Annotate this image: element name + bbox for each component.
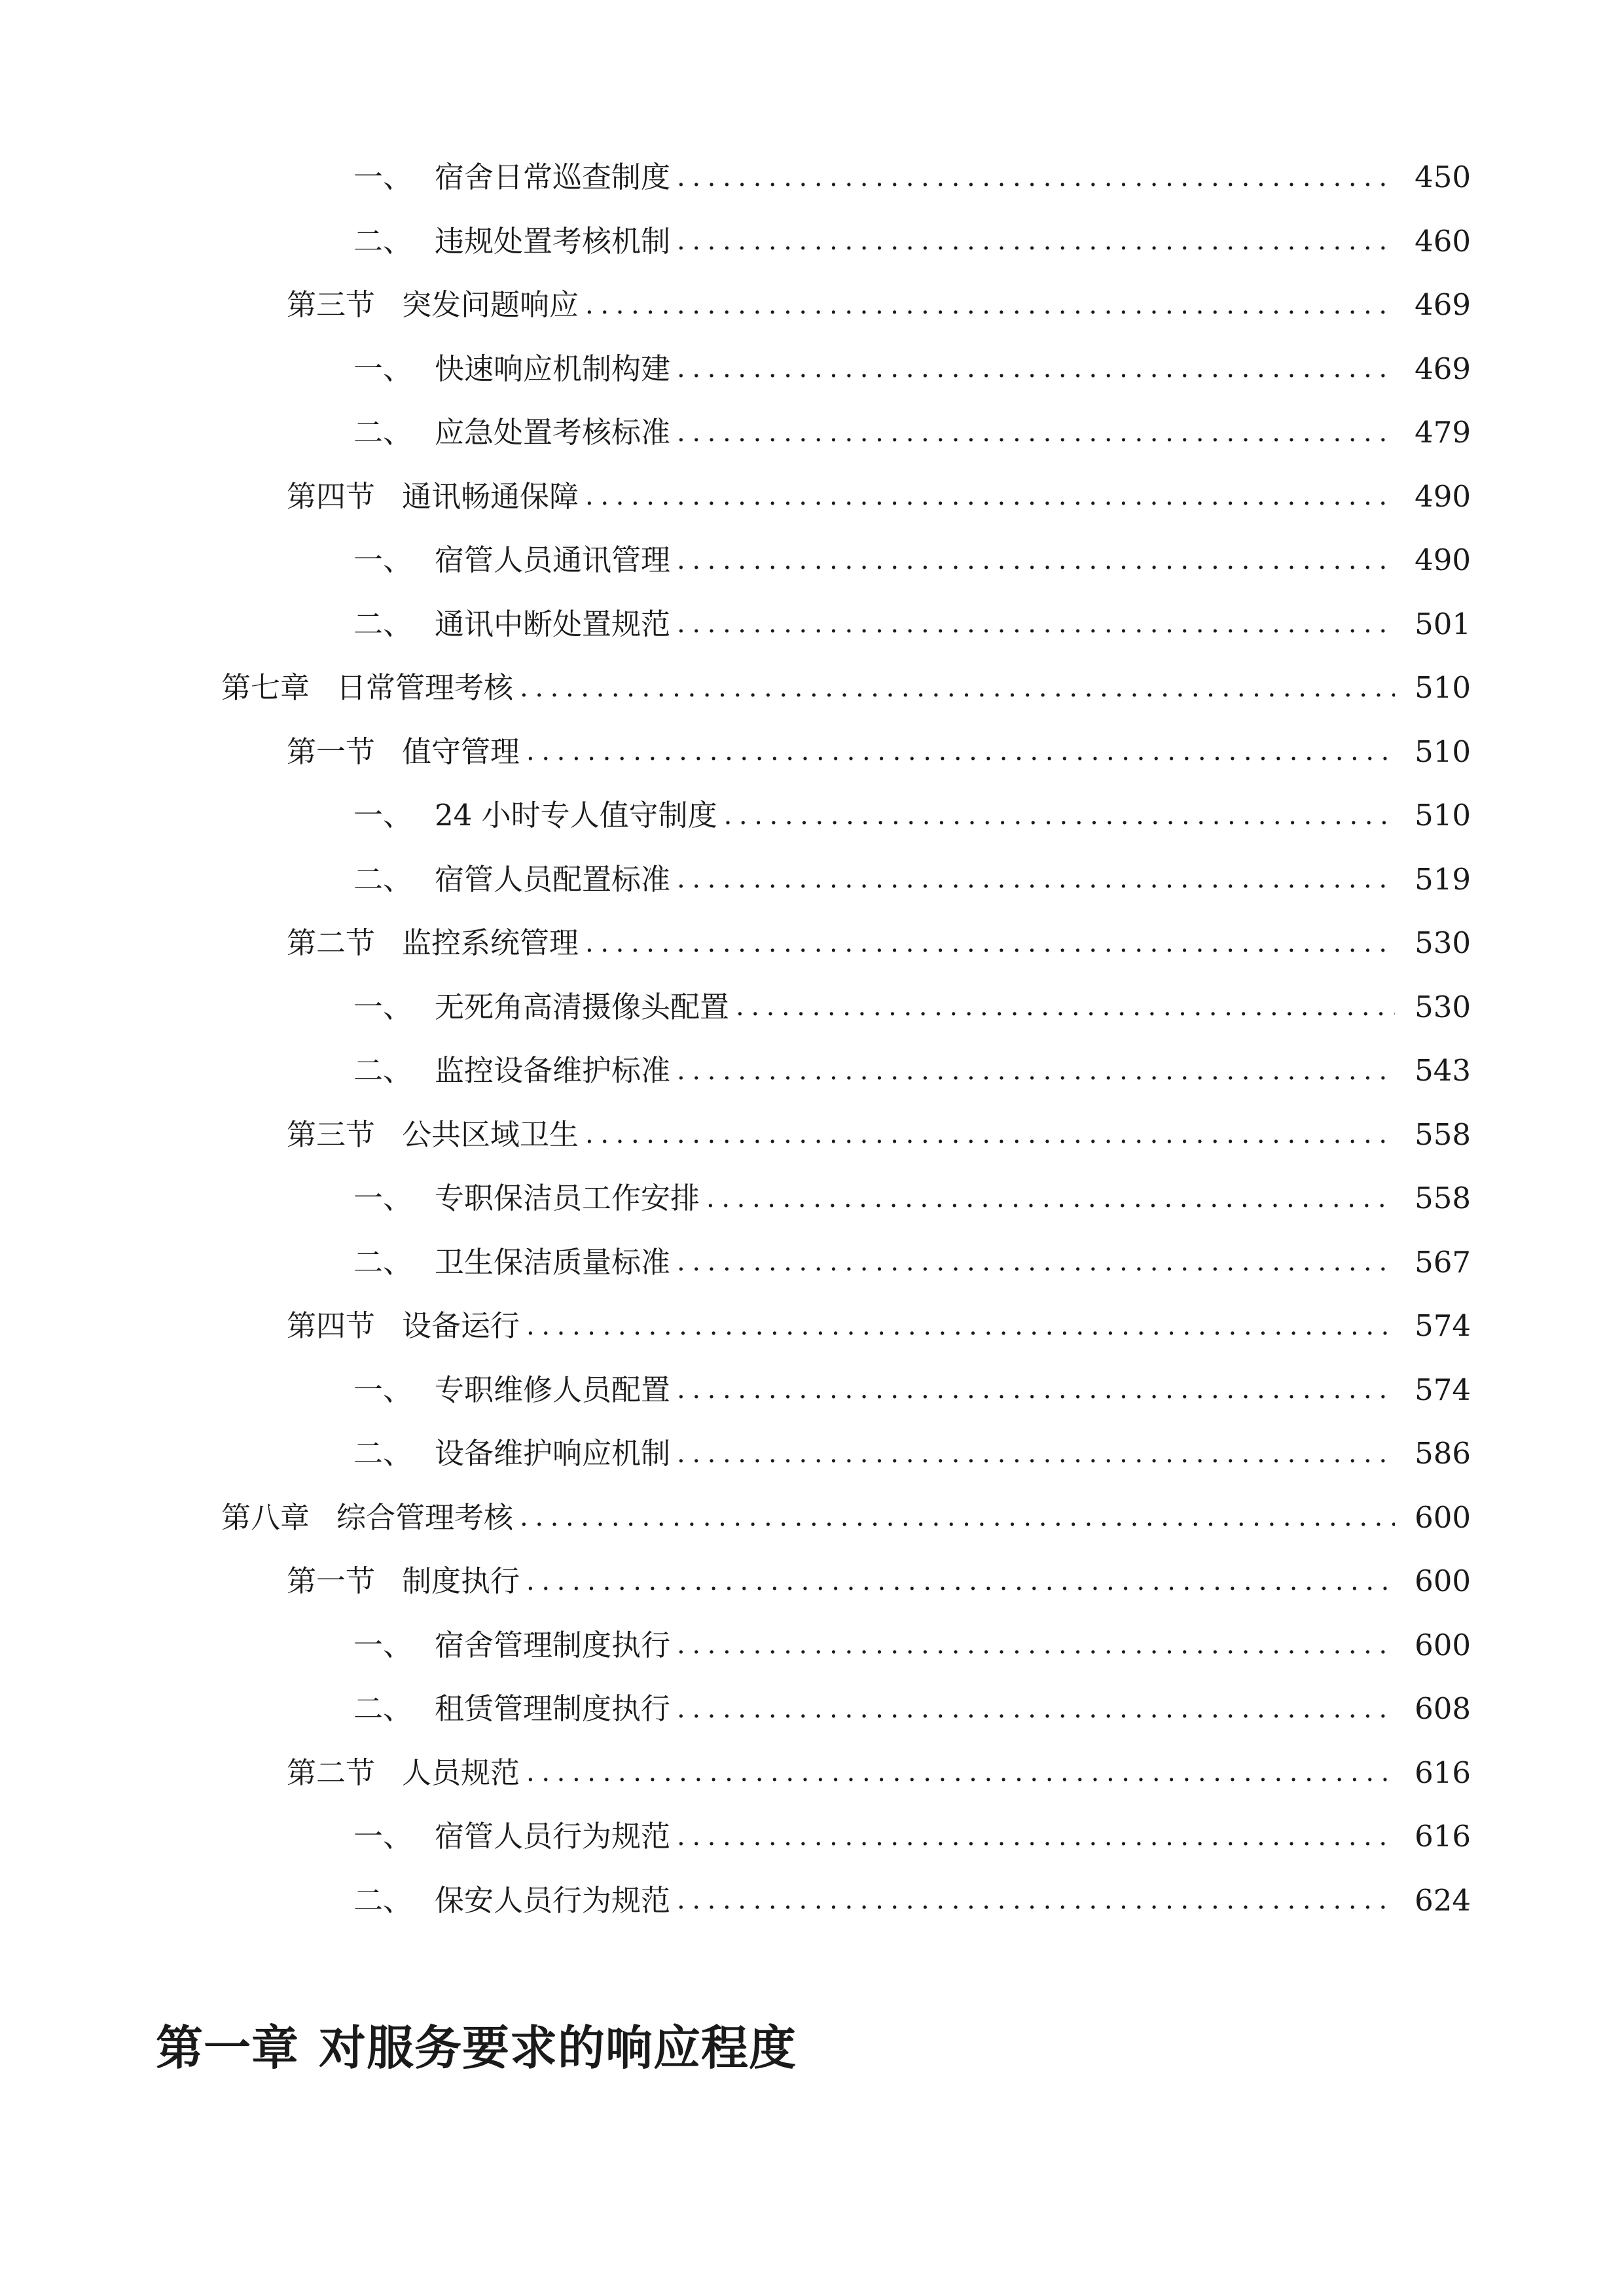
chapter-heading-title: 对服务要求的响应程度 <box>319 2020 797 2075</box>
toc-page-number: 616 <box>1415 1755 1471 1790</box>
toc-entry-title: 快速响应机制构建 <box>435 351 671 386</box>
toc-entry-label <box>353 1053 671 1088</box>
toc-dot-leader <box>677 420 1395 446</box>
toc-entry-section[interactable] <box>0 1741 1624 1805</box>
toc-dot-leader <box>677 866 1395 892</box>
toc-entry-number: 一、 <box>353 160 413 195</box>
toc-dot-leader <box>677 1887 1395 1913</box>
toc-entry-number: 二、 <box>353 1691 413 1727</box>
toc-entry-number: 第四节 <box>287 478 376 514</box>
toc-entry-item[interactable] <box>0 209 1624 274</box>
toc-entry-section[interactable] <box>0 465 1624 529</box>
toc-page-number: 469 <box>1415 287 1471 323</box>
toc-entry-title: 应急处置考核标准 <box>435 415 671 450</box>
toc-entry-label <box>353 415 671 450</box>
toc-page-number: 510 <box>1415 798 1471 833</box>
toc-dot-leader <box>526 1759 1395 1785</box>
toc-entry-number: 二、 <box>353 415 413 450</box>
toc-entry-title: 卫生保洁质量标准 <box>435 1244 671 1280</box>
toc-dot-leader <box>585 292 1395 318</box>
toc-entry-label <box>287 287 579 323</box>
toc-dot-leader <box>677 1249 1395 1275</box>
toc-entry-number: 第一节 <box>287 1564 376 1599</box>
toc-dot-leader <box>736 994 1395 1020</box>
toc-dot-leader <box>677 355 1395 382</box>
toc-entry-number: 二、 <box>353 606 413 641</box>
toc-entry-item[interactable] <box>0 1869 1624 1933</box>
toc-dot-leader <box>585 1121 1395 1147</box>
toc-entry-title: 公共区域卫生 <box>402 1117 579 1152</box>
toc-entry-label <box>221 670 514 706</box>
toc-entry-item[interactable] <box>0 528 1624 592</box>
toc-entry-title: 租赁管理制度执行 <box>435 1691 671 1727</box>
toc-entry-number: 一、 <box>353 798 413 833</box>
toc-entry-title: 通讯畅通保障 <box>402 478 579 514</box>
toc-entry-item[interactable] <box>0 592 1624 656</box>
toc-entry-title: 宿舍日常巡查制度 <box>435 160 671 195</box>
toc-page-number: 624 <box>1415 1882 1471 1918</box>
toc-entry-title: 监控设备维护标准 <box>435 1053 671 1088</box>
toc-entry-title: 值守管理 <box>402 734 520 769</box>
toc-dot-leader <box>677 1058 1395 1084</box>
toc-page-number: 600 <box>1415 1499 1471 1535</box>
toc-entry-item[interactable] <box>0 1677 1624 1741</box>
toc-entry-item[interactable] <box>0 1422 1624 1486</box>
toc-entry-title: 人员规范 <box>402 1755 520 1790</box>
toc-entry-number: 一、 <box>353 543 413 578</box>
toc-entry-title: 宿管人员行为规范 <box>435 1819 671 1854</box>
toc-dot-leader <box>526 1313 1395 1339</box>
toc-entry-item[interactable] <box>0 1039 1624 1103</box>
toc-page-number: 490 <box>1415 543 1471 578</box>
toc-dot-leader <box>677 547 1395 573</box>
toc-dot-leader <box>677 1441 1395 1467</box>
toc-page-number: 574 <box>1415 1372 1471 1407</box>
toc-entry-item[interactable] <box>0 1804 1624 1869</box>
toc-page-number: 530 <box>1415 925 1471 961</box>
table-of-contents <box>0 145 1624 1932</box>
toc-entry-title: 保安人员行为规范 <box>435 1882 671 1918</box>
toc-page-number: 574 <box>1415 1308 1471 1344</box>
toc-entry-label <box>287 478 579 514</box>
toc-entry-list <box>0 145 1624 1932</box>
toc-page-number: 469 <box>1415 351 1471 386</box>
toc-entry-number: 二、 <box>353 1436 413 1471</box>
toc-entry-section[interactable] <box>0 1103 1624 1167</box>
toc-entry-title: 宿管人员通讯管理 <box>435 543 671 578</box>
chapter-heading <box>156 2010 797 2078</box>
toc-entry-section[interactable] <box>0 1549 1624 1613</box>
toc-page-number: 490 <box>1415 478 1471 514</box>
toc-page-number: 530 <box>1415 989 1471 1024</box>
toc-entry-label <box>353 1819 671 1854</box>
toc-page-number: 501 <box>1415 606 1471 641</box>
toc-dot-leader <box>677 611 1395 637</box>
toc-entry-label <box>353 160 671 195</box>
toc-entry-label <box>287 1564 520 1599</box>
toc-entry-title: 设备维护响应机制 <box>435 1436 671 1471</box>
toc-entry-item[interactable] <box>0 1358 1624 1422</box>
toc-entry-number: 二、 <box>353 861 413 897</box>
toc-entry-item[interactable] <box>0 975 1624 1039</box>
toc-entry-title: 综合管理考核 <box>336 1499 514 1535</box>
toc-entry-number: 一、 <box>353 1181 413 1216</box>
toc-entry-label <box>353 606 671 641</box>
toc-entry-item[interactable] <box>0 1613 1624 1677</box>
toc-entry-item[interactable] <box>0 401 1624 465</box>
chapter-heading-number: 第一章 <box>156 2020 300 2075</box>
toc-entry-label <box>287 1755 520 1790</box>
toc-entry-section[interactable] <box>0 911 1624 975</box>
toc-entry-title: 突发问题响应 <box>402 287 579 323</box>
toc-entry-label <box>353 223 671 259</box>
toc-entry-label <box>287 1117 579 1152</box>
toc-entry-label <box>353 543 671 578</box>
toc-entry-number: 第八章 <box>221 1499 310 1535</box>
toc-page-number: 543 <box>1415 1053 1471 1088</box>
toc-dot-leader <box>585 930 1395 956</box>
toc-dot-leader <box>526 738 1395 764</box>
toc-entry-title: 24 小时专人值守制度 <box>435 798 717 833</box>
toc-entry-title: 无死角高清摄像头配置 <box>435 989 730 1024</box>
toc-page-number: 608 <box>1415 1691 1471 1727</box>
toc-entry-number: 第一节 <box>287 734 376 769</box>
toc-dot-leader <box>677 1376 1395 1403</box>
toc-entry-number: 二、 <box>353 1244 413 1280</box>
toc-entry-number: 一、 <box>353 1627 413 1662</box>
toc-dot-leader <box>520 1504 1395 1530</box>
toc-entry-number: 一、 <box>353 1372 413 1407</box>
toc-entry-title: 违规处置考核机制 <box>435 223 671 259</box>
toc-page-number: 450 <box>1415 160 1471 195</box>
toc-entry-item[interactable] <box>0 1166 1624 1230</box>
toc-entry-title: 宿舍管理制度执行 <box>435 1627 671 1662</box>
toc-page-number: 600 <box>1415 1564 1471 1599</box>
toc-page-number: 600 <box>1415 1627 1471 1662</box>
toc-dot-leader <box>677 164 1395 190</box>
toc-entry-title: 设备运行 <box>402 1308 520 1344</box>
toc-dot-leader <box>677 1823 1395 1850</box>
toc-page-number: 558 <box>1415 1181 1471 1216</box>
toc-entry-item[interactable] <box>0 783 1624 848</box>
toc-entry-number: 第三节 <box>287 1117 376 1152</box>
toc-entry-item[interactable] <box>0 848 1624 912</box>
toc-entry-label <box>353 1627 671 1662</box>
toc-entry-number: 第四节 <box>287 1308 376 1344</box>
toc-entry-label <box>353 1691 671 1727</box>
toc-entry-label <box>353 1372 671 1407</box>
toc-entry-title: 宿管人员配置标准 <box>435 861 671 897</box>
toc-page-number: 519 <box>1415 861 1471 897</box>
toc-entry-item[interactable] <box>0 337 1624 401</box>
toc-entry-number: 二、 <box>353 223 413 259</box>
toc-entry-label <box>353 1244 671 1280</box>
toc-entry-number: 一、 <box>353 989 413 1024</box>
toc-page-number: 479 <box>1415 415 1471 450</box>
toc-entry-title: 通讯中断处置规范 <box>435 606 671 641</box>
toc-page-number: 586 <box>1415 1436 1471 1471</box>
toc-entry-label <box>353 351 671 386</box>
toc-entry-label <box>353 1181 700 1216</box>
toc-dot-leader <box>677 228 1395 254</box>
toc-entry-title: 专职维修人员配置 <box>435 1372 671 1407</box>
toc-entry-section[interactable] <box>0 720 1624 784</box>
toc-entry-title: 制度执行 <box>402 1564 520 1599</box>
toc-page-number: 558 <box>1415 1117 1471 1152</box>
toc-entry-label <box>353 861 671 897</box>
toc-entry-item[interactable] <box>0 1230 1624 1295</box>
toc-dot-leader <box>585 483 1395 509</box>
toc-entry-label <box>287 734 520 769</box>
toc-dot-leader <box>677 1696 1395 1722</box>
toc-entry-section[interactable] <box>0 1294 1624 1358</box>
toc-entry-label <box>353 1436 671 1471</box>
toc-page-number: 616 <box>1415 1819 1471 1854</box>
toc-entry-number: 一、 <box>353 1819 413 1854</box>
toc-entry-label <box>221 1499 514 1535</box>
toc-dot-leader <box>724 802 1395 829</box>
toc-entry-title: 专职保洁员工作安排 <box>435 1181 700 1216</box>
toc-entry-chapter[interactable] <box>0 1486 1624 1550</box>
toc-entry-title: 监控系统管理 <box>402 925 579 961</box>
toc-entry-item[interactable] <box>0 145 1624 209</box>
toc-page-number: 567 <box>1415 1244 1471 1280</box>
toc-dot-leader <box>526 1568 1395 1594</box>
toc-entry-section[interactable] <box>0 273 1624 337</box>
toc-page-number: 510 <box>1415 734 1471 769</box>
toc-entry-number: 二、 <box>353 1053 413 1088</box>
toc-entry-label <box>287 925 579 961</box>
toc-entry-label <box>287 1308 520 1344</box>
toc-entry-label <box>353 1882 671 1918</box>
toc-entry-number: 第三节 <box>287 287 376 323</box>
toc-page-number: 510 <box>1415 670 1471 706</box>
toc-dot-leader <box>706 1185 1395 1211</box>
toc-entry-number: 第二节 <box>287 1755 376 1790</box>
toc-entry-number: 一、 <box>353 351 413 386</box>
toc-entry-label <box>353 989 730 1024</box>
toc-entry-number: 第七章 <box>221 670 310 706</box>
toc-entry-number: 二、 <box>353 1882 413 1918</box>
toc-dot-leader <box>677 1632 1395 1658</box>
toc-page-number: 460 <box>1415 223 1471 259</box>
toc-entry-chapter[interactable] <box>0 656 1624 720</box>
toc-dot-leader <box>520 675 1395 701</box>
toc-entry-title: 日常管理考核 <box>336 670 514 706</box>
toc-entry-label <box>353 798 717 833</box>
toc-entry-number: 第二节 <box>287 925 376 961</box>
